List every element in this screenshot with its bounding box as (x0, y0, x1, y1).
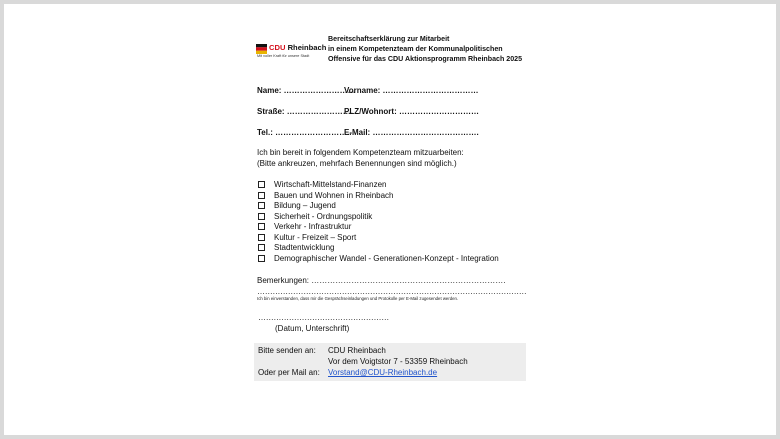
checkbox (258, 234, 265, 241)
heading-line-2: in einem Kompetenzteam der Kommunalpolitischen (328, 45, 503, 53)
email-field: E-Mail: …………………………………. (344, 128, 479, 137)
logo-brand-cdu: CDU (269, 43, 286, 52)
name-field: Name: ……………………… (257, 86, 356, 95)
tel-field: Tel.: ……………………….. (257, 128, 352, 137)
remarks-label: Bemerkungen: ………………………………………………………………. (257, 276, 506, 285)
send-to-box (254, 343, 526, 381)
email-link[interactable]: Vorstand@CDU-Rheinbach.de (328, 368, 438, 377)
cdu-flag-icon (256, 44, 267, 54)
checkbox (258, 202, 265, 209)
logo-tagline: Mit voller Kraft für unsere Stadt (257, 54, 310, 58)
consent-text: Ich bin einverstanden, dass mir die Gesprächseinladungen und Protokolle per E-Mail zugesendet werden. (257, 296, 459, 301)
send-label: Bitte senden an: (258, 346, 316, 355)
checkbox (258, 213, 265, 220)
team-option-label: Sicherheit - Ordnungspolitik (274, 211, 373, 221)
heading-line-3: Offensive für das CDU Aktionsprogramm Rheinbach 2025 (328, 55, 523, 63)
checkbox (258, 181, 265, 188)
signature-label: (Datum, Unterschrift) (275, 324, 350, 333)
send-address: Vor dem Voigtstor 7 - 53359 Rheinbach (328, 357, 468, 366)
checkbox (258, 192, 265, 199)
team-option-label: Stadtentwicklung (274, 243, 335, 252)
signature-line: …………………………………………… (258, 313, 389, 322)
team-option-label: Wirtschaft-Mittelstand-Finanzen (274, 180, 387, 189)
logo-brand (269, 43, 326, 52)
team-option-label: Kultur - Freizeit – Sport (274, 232, 357, 242)
checkbox (258, 223, 265, 230)
cdu-logo (256, 42, 326, 62)
document-heading (328, 34, 522, 64)
intro-line-1: Ich bin bereit in folgendem Kompetenzteam mitzuarbeiten: (257, 148, 464, 157)
mail-label: Oder per Mail an: (258, 368, 320, 377)
remarks-line: …………………………………………………………………………………………… (257, 287, 527, 296)
checkbox (258, 244, 265, 251)
team-option-label: Demographischer Wandel - Generationen-Konzept - Integration (274, 253, 499, 263)
send-recipient: CDU Rheinbach (328, 346, 386, 355)
team-option-label: Bauen und Wohnen in Rheinbach (274, 190, 394, 200)
vorname-field: Vorname: ……………………………… (344, 86, 479, 95)
logo-brand-town: Rheinbach (287, 43, 327, 52)
team-option-label: Verkehr - Infrastruktur (274, 222, 352, 231)
heading-line-1: Bereitschaftserklärung zur Mitarbeit (328, 35, 450, 43)
plz-wohnort-field: PLZ/Wohnort: ………………………… (344, 107, 479, 116)
intro-text (257, 148, 464, 169)
intro-line-2: (Bitte ankreuzen, mehrfach Benennungen sind möglich.) (257, 158, 457, 168)
strasse-field: Straße: ……………………. (257, 107, 354, 116)
checkbox (258, 255, 265, 262)
team-option-label: Bildung – Jugend (274, 201, 336, 210)
